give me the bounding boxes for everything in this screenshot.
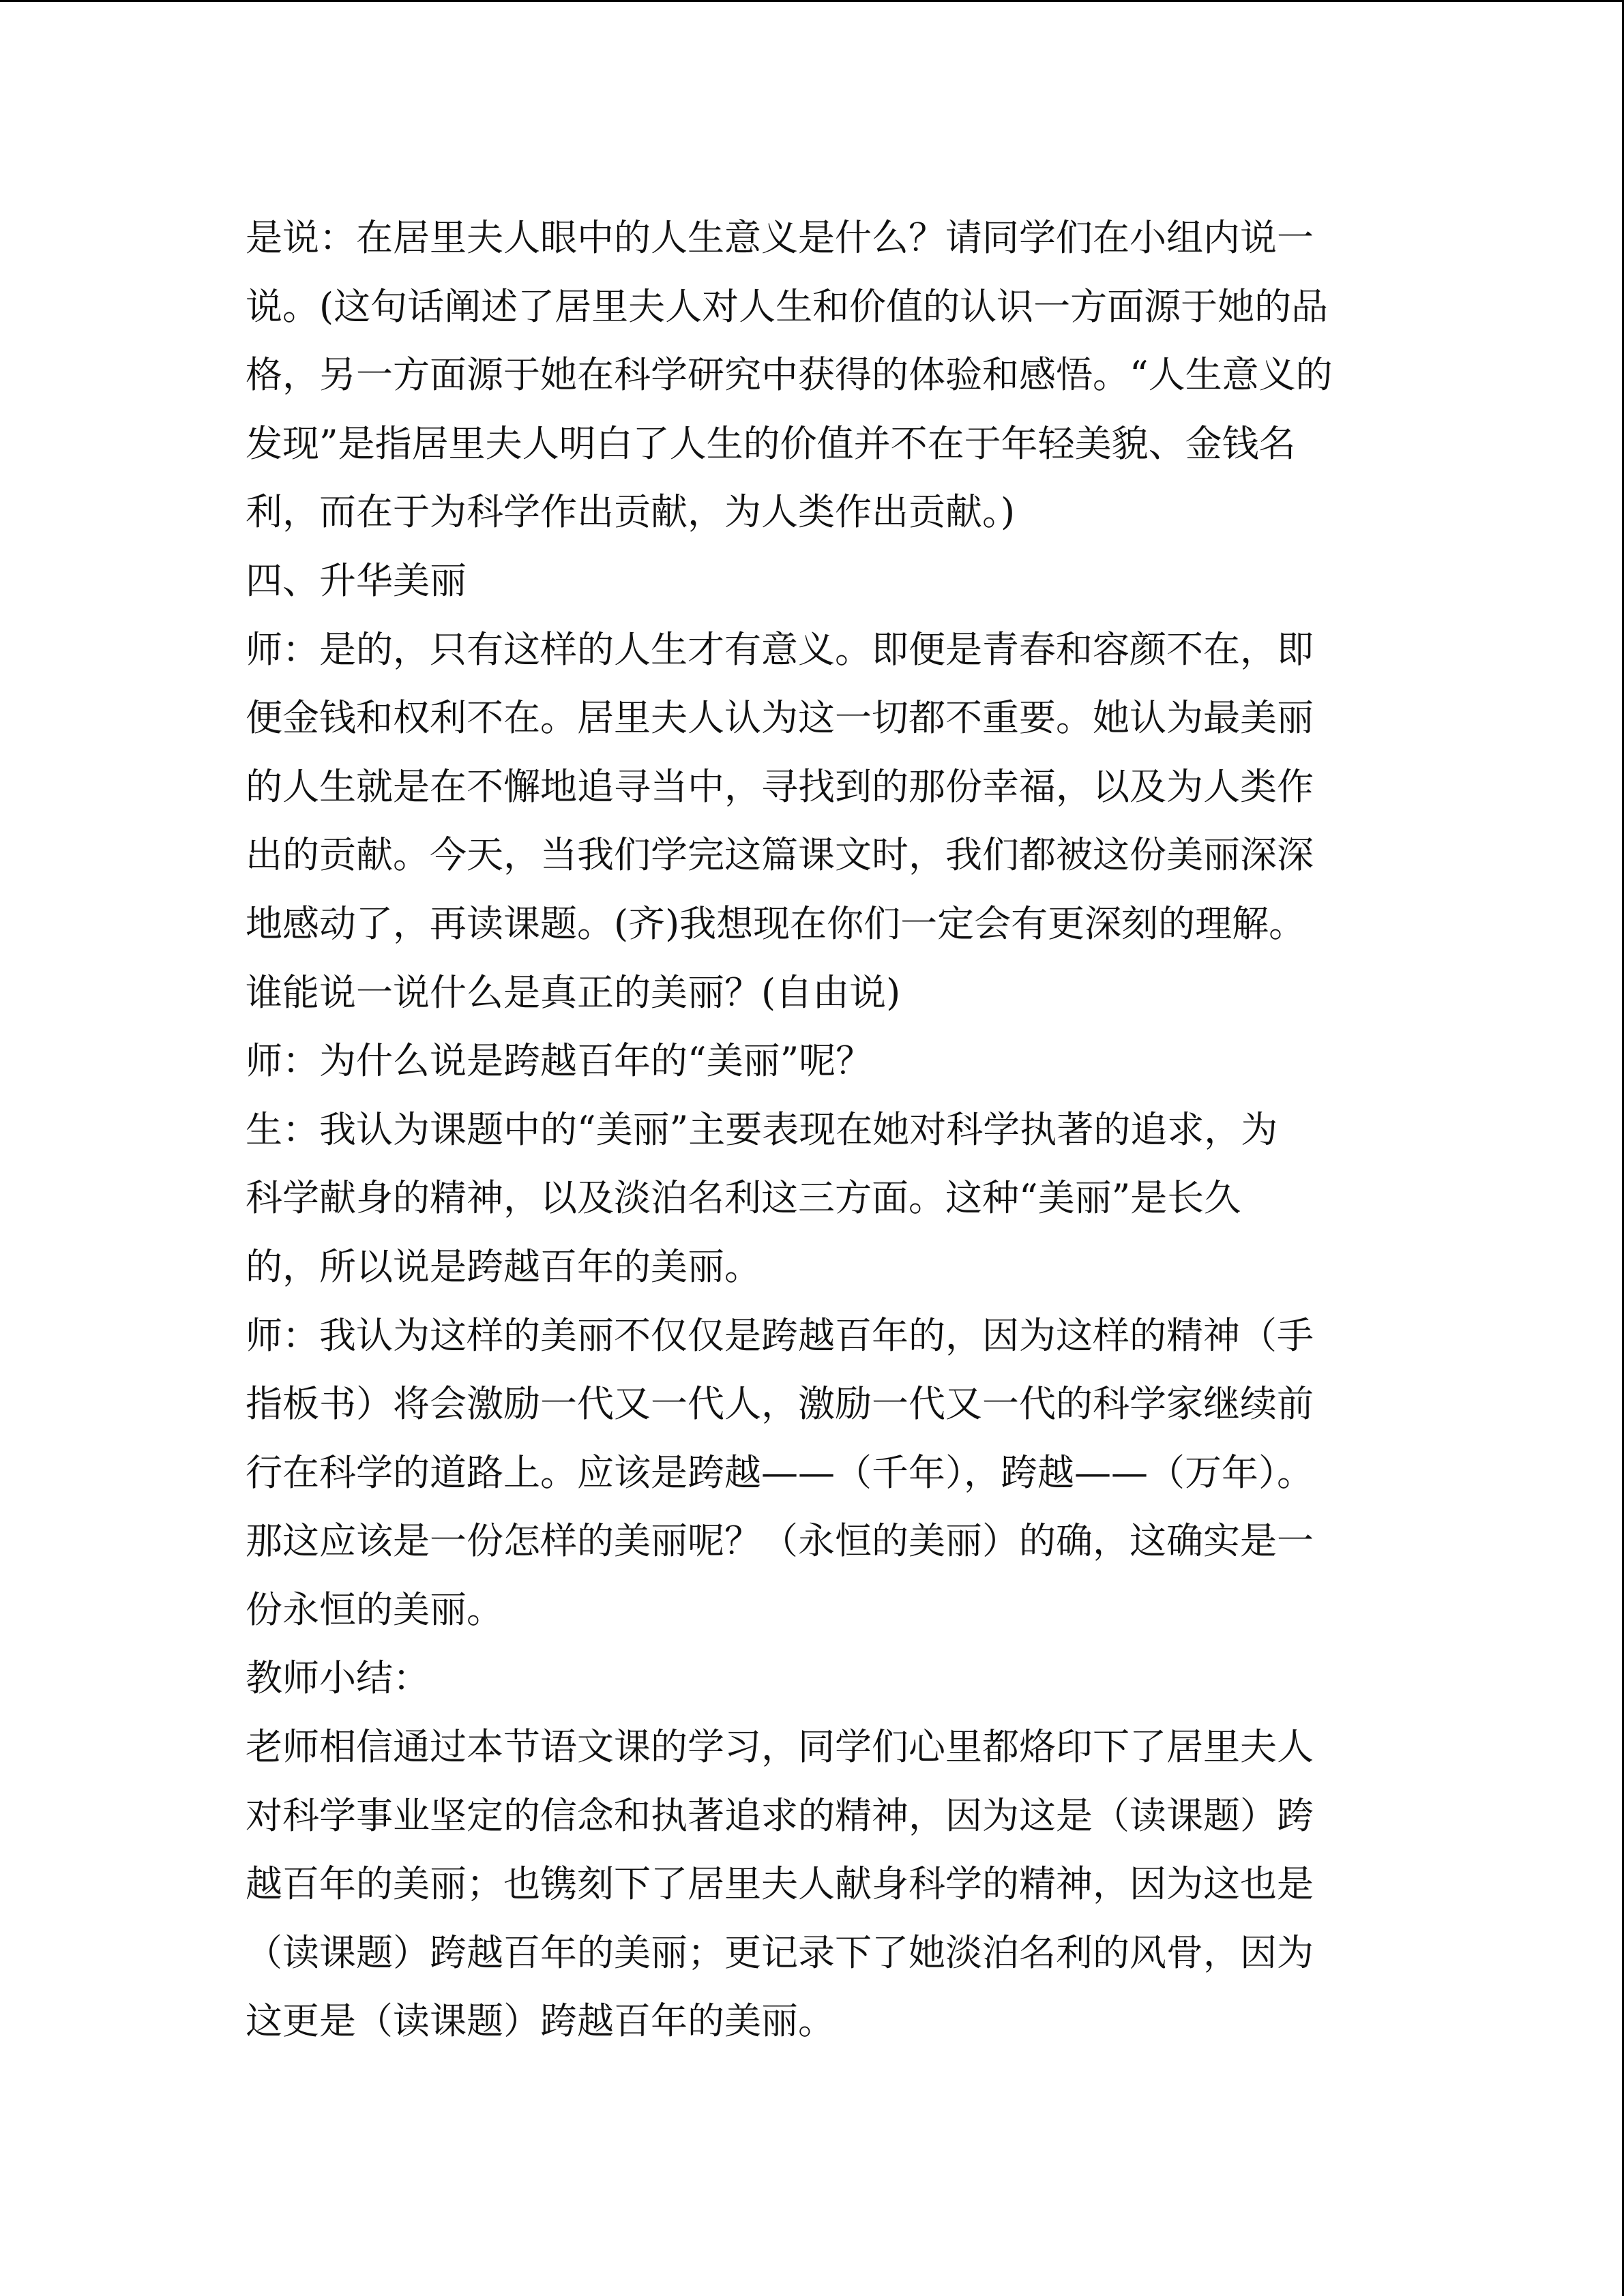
text-line: 出的贡献。今天，当我们学完这篇课文时，我们都被这份美丽深深 bbox=[246, 833, 1314, 877]
text-line: 生：我认为课题中的“美丽”主要表现在她对科学执著的追求，为 bbox=[246, 1107, 1278, 1151]
text-line: 是说：在居里夫人眼中的人生意义是什么？请同学们在小组内说一 bbox=[246, 216, 1314, 259]
text-line: 利，而在于为科学作出贡献，为人类作出贡献。) bbox=[246, 490, 1016, 534]
text-line: 地感动了，再读课题。(齐)我想现在你们一定会有更深刻的理解。 bbox=[246, 901, 1306, 945]
text-line: 的，所以说是跨越百年的美丽。 bbox=[246, 1244, 761, 1288]
text-line: 师：我认为这样的美丽不仅仅是跨越百年的，因为这样的精神（手 bbox=[246, 1313, 1314, 1357]
text-line: 对科学事业坚定的信念和执著追求的精神，因为这是（读课题）跨 bbox=[246, 1793, 1314, 1837]
text-line: 谁能说一说什么是真正的美丽？(自由说) bbox=[246, 970, 901, 1014]
document-body bbox=[246, 204, 1405, 2056]
text-line: 这更是（读课题）跨越百年的美丽。 bbox=[246, 1999, 835, 2043]
text-line: 便金钱和权利不在。居里夫人认为这一切都不重要。她认为最美丽 bbox=[246, 696, 1314, 740]
text-line: 师：是的，只有这样的人生才有意义。即便是青春和容颜不在，即 bbox=[246, 627, 1314, 671]
text-line: 指板书）将会激励一代又一代人，激励一代又一代的科学家继续前 bbox=[246, 1382, 1314, 1426]
text-line: （读课题）跨越百年的美丽；更记录下了她淡泊名利的风骨，因为 bbox=[246, 1930, 1314, 1974]
text-line: 越百年的美丽；也镌刻下了居里夫人献身科学的精神，因为这也是 bbox=[246, 1862, 1314, 1906]
text-line: 格，另一方面源于她在科学研究中获得的体验和感悟。“人生意义的 bbox=[246, 353, 1333, 397]
text-line: 发现”是指居里夫人明白了人生的价值并不在于年轻美貌、金钱名 bbox=[246, 421, 1296, 465]
text-line: 份永恒的美丽。 bbox=[246, 1587, 503, 1631]
section-heading: 四、升华美丽 bbox=[246, 558, 467, 602]
text-line: 的人生就是在不懈地追寻当中，寻找到的那份幸福，以及为人类作 bbox=[246, 764, 1314, 808]
text-line: 那这应该是一份怎样的美丽呢？（永恒的美丽）的确，这确实是一 bbox=[246, 1519, 1314, 1563]
text-line: 行在科学的道路上。应该是跨越——（千年），跨越——（万年）。 bbox=[246, 1450, 1314, 1494]
summary-heading: 教师小结： bbox=[246, 1656, 430, 1700]
text-line: 师：为什么说是跨越百年的“美丽”呢？ bbox=[246, 1039, 873, 1083]
text-line: 说。(这句话阐述了居里夫人对人生和价值的认识一方面源于她的品 bbox=[246, 284, 1329, 328]
text-line: 科学献身的精神，以及淡泊名利这三方面。这种“美丽”是长久 bbox=[246, 1176, 1241, 1220]
text-line: 老师相信通过本节语文课的学习，同学们心里都烙印下了居里夫人 bbox=[246, 1725, 1314, 1769]
